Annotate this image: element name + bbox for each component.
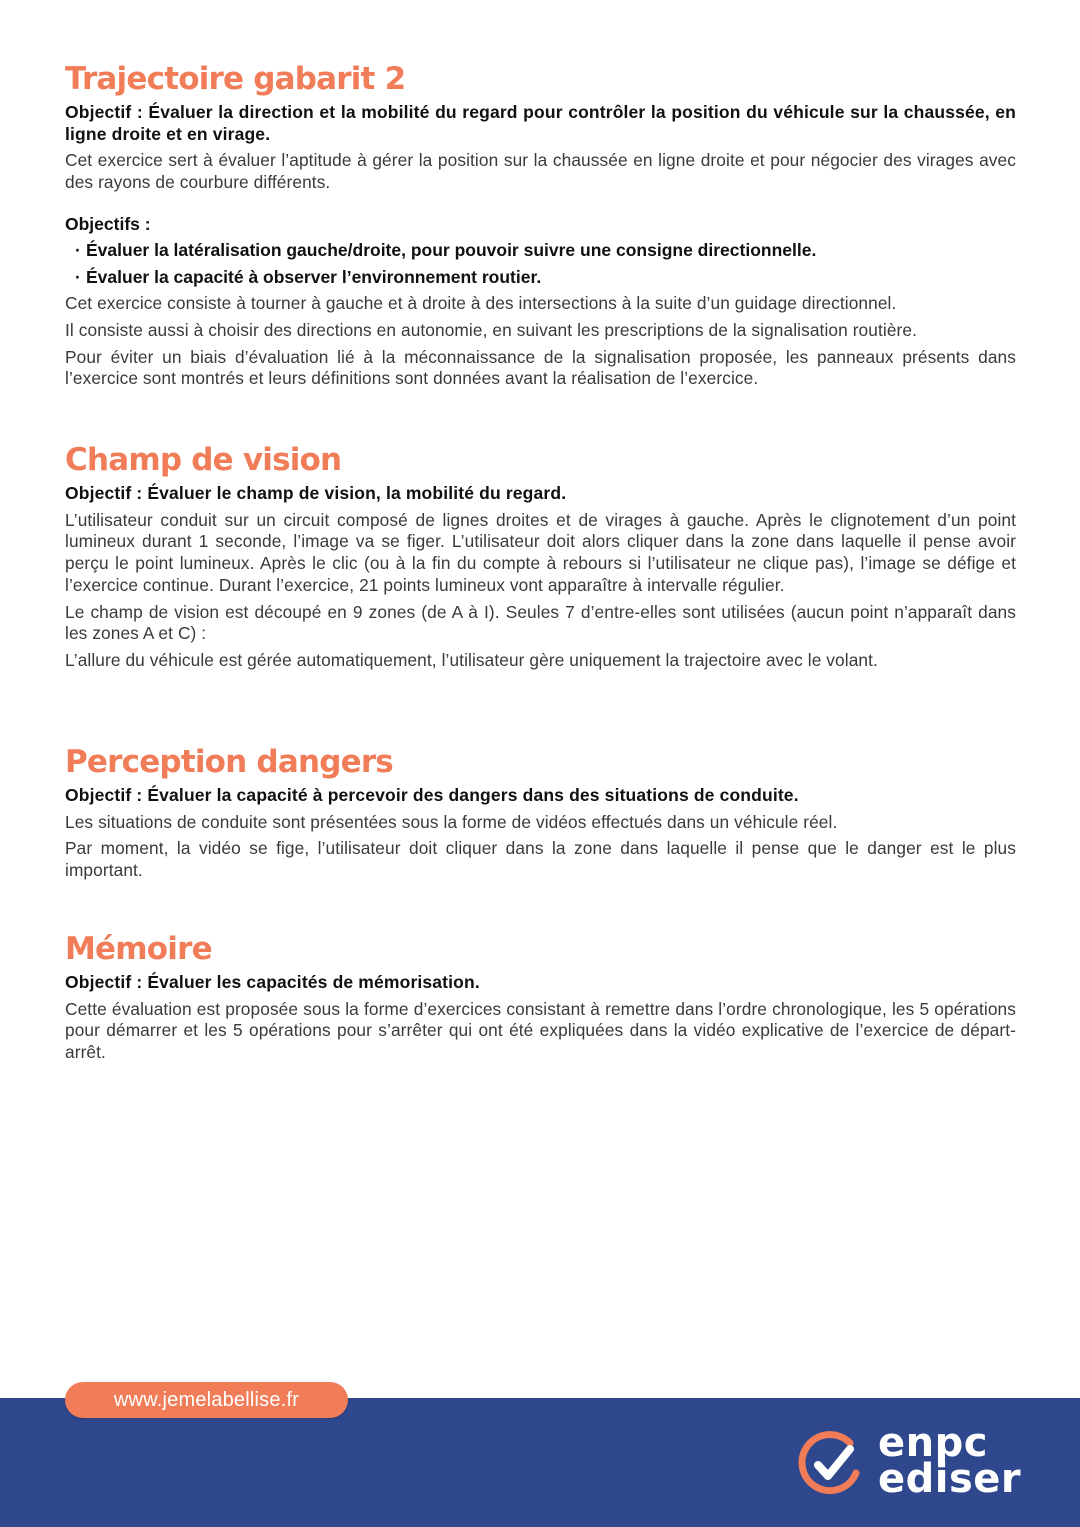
section-paragraph: Cet exercice consiste à tourner à gauche et à droite à des intersections à la suite d’un guidage directionnel. (65, 293, 897, 314)
section-paragraph: Pour éviter un biais d’évaluation lié à la méconnaissance de la signalisation proposée, les panneaux présents dans l’exercice sont montrés et leurs définitions sont données avant la réalisation de l’exercice. (65, 346, 1016, 389)
bullet-icon: · (75, 240, 81, 261)
section-paragraph: Les situations de conduite sont présentées sous la forme de vidéos effectués dans un véhicule réel. (65, 811, 838, 832)
enpc-ediser-logo (798, 1420, 1028, 1505)
section-objective: Objectif : Évaluer la direction et la mobilité du regard pour contrôler la position du véhicule sur la chaussée, en ligne droite et en virage. (65, 102, 1016, 144)
website-link[interactable]: www.jemelabellise.fr (65, 1382, 348, 1418)
objectives-list-item (75, 267, 1016, 289)
check-circle-icon (798, 1431, 864, 1497)
section-paragraph: Cette évaluation est proposée sous la forme d’exercices consistant à remettre dans l’ordre chronologique, les 5 opérations pour démarrer et les 5 opérations pour s’arrêter qui ont été expliquées dans la vidéo explicative de l’exercice de départ-arrêt. (65, 998, 1016, 1063)
section-champ-de-vision (65, 441, 1016, 672)
section-title: Perception dangers (65, 744, 393, 780)
section-objective: Objectif : Évaluer le champ de vision, la mobilité du regard. (65, 483, 567, 503)
bullet-text: Évaluer la latéralisation gauche/droite, pour pouvoir suivre une consigne directionnelle. (86, 240, 817, 261)
section-title: Mémoire (65, 931, 212, 967)
bullet-text: Évaluer la capacité à observer l’environnement routier. (86, 266, 542, 287)
section-paragraph: Le champ de vision est découpé en 9 zones (de A à I). Seules 7 d’entre-elles sont utilisées (aucun point n’apparaît dans les zones A et C) : (65, 601, 1016, 644)
section-objective: Objectif : Évaluer les capacités de mémorisation. (65, 972, 480, 992)
section-memoire (65, 930, 1016, 1064)
section-paragraph: L’allure du véhicule est gérée automatiquement, l’utilisateur gère uniquement la trajectoire avec le volant. (65, 650, 878, 671)
bullet-icon: · (75, 266, 81, 287)
logo-line-2: ediser (878, 1456, 1022, 1502)
objectives-list (65, 240, 1016, 288)
section-title: Trajectoire gabarit 2 (65, 61, 406, 97)
logo-line-1: enpc (878, 1420, 988, 1466)
logo-wordmark (878, 1420, 1022, 1502)
objectives-label: Objectifs : (65, 213, 151, 234)
objectives-list-item (75, 240, 1016, 262)
section-paragraph: Cet exercice sert à évaluer l’aptitude à gérer la position sur la chaussée en ligne droite et pour négocier des virages avec des rayons de courbure différents. (65, 150, 1016, 192)
section-title: Champ de vision (65, 442, 342, 478)
section-objective: Objectif : Évaluer la capacité à percevoir des dangers dans des situations de conduite. (65, 785, 799, 805)
section-paragraph: Il consiste aussi à choisir des directions en autonomie, en suivant les prescriptions de la signalisation routière. (65, 319, 918, 340)
section-paragraph: Par moment, la vidéo se fige, l’utilisateur doit cliquer dans la zone dans laquelle il pense que le danger est le plus important. (65, 838, 1016, 881)
section-paragraph: L’utilisateur conduit sur un circuit composé de lignes droites et de virages à gauche. Après le clignotement d’un point lumineux durant 1 seconde, l’image va se figer. L’utilisateur doit alors cliquer dans la zone dans laquelle il pense avoir perçu le point lumineux. Après le clic (ou à la fin du compte à rebours si l’utilisateur ne clique pas), l’image se défige et l’exercice continue. Durant l’exercice, 21 points lumineux vont apparaître à intervalle régulier. (65, 509, 1016, 595)
section-perception-dangers (65, 743, 1016, 882)
section-trajectoire-gabarit-2 (65, 60, 1016, 390)
